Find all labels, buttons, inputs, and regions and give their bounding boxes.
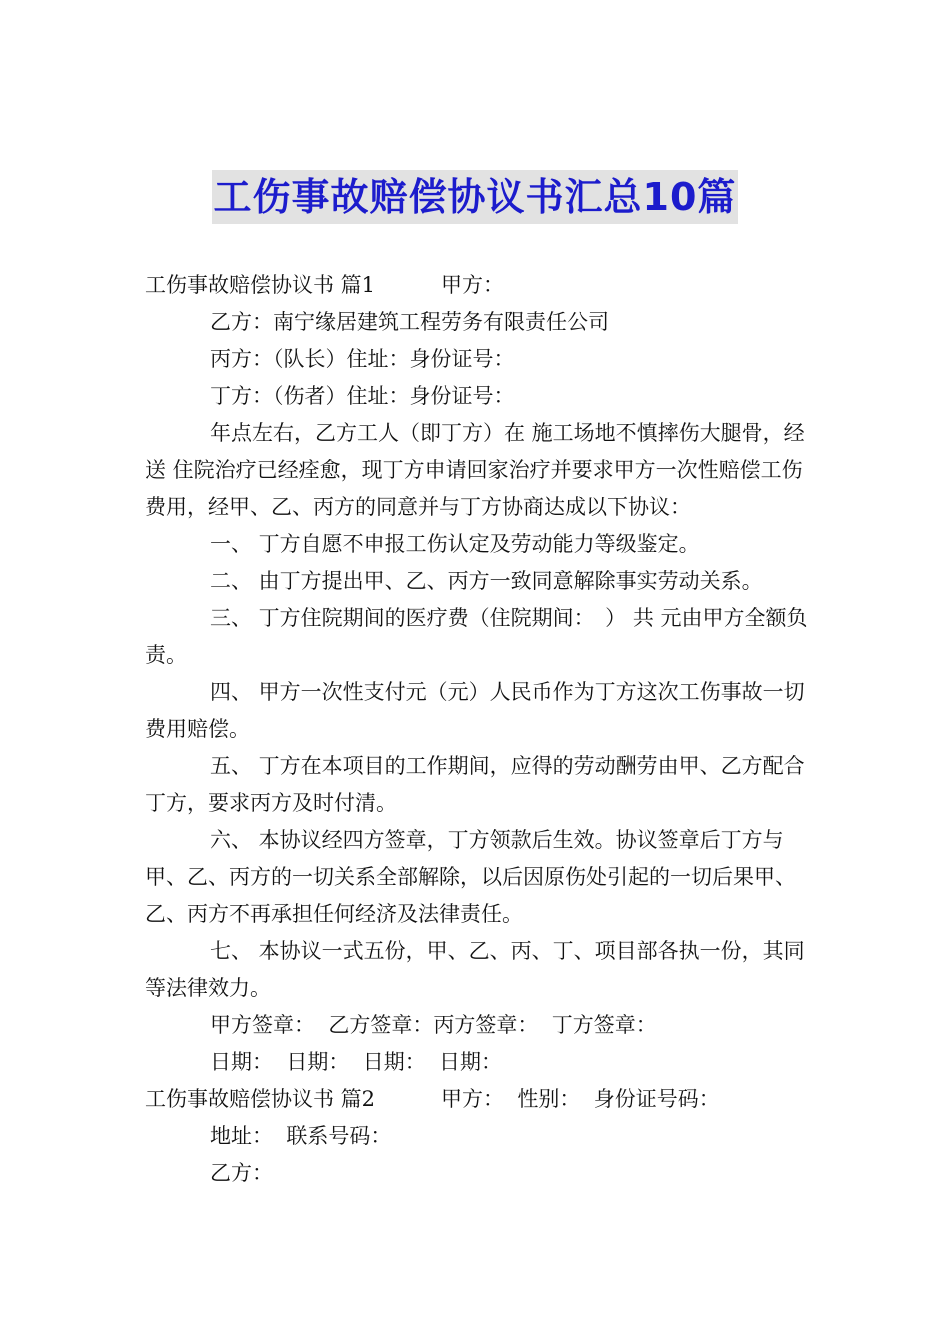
- part2-heading: 工伤事故赔偿协议书 篇2: [145, 1087, 376, 1111]
- document-title: 工伤事故赔偿协议书汇总10篇: [212, 170, 739, 224]
- part1-dates: 日期： 日期： 日期： 日期：: [210, 1050, 503, 1074]
- part1-party-c: 丙方：（队长）住址：身份证号：: [210, 347, 515, 371]
- part2-address: 地址： 联系号码：: [210, 1124, 392, 1148]
- part1-intro: 年点左右，乙方工人（即丁方）在 施工场地不慎摔伤大腿骨，经送 住院治疗已经痊愈，现丁方申请回家治疗并要求甲方一次性赔偿工伤费用，经甲、乙、丙方的同意并与丁方协商达成以下协议：: [145, 421, 805, 519]
- clause-6: 六、 本协议经四方签章，丁方领款后生效。协议签章后丁方与甲、乙、丙方的一切关系全部解除，以后因原伤处引起的一切后果甲、乙、丙方不再承担任何经济及法律责任。: [145, 828, 796, 926]
- part1-heading-line: [145, 267, 810, 304]
- part2-heading-line: [145, 1081, 810, 1118]
- clause-7: 七、 本协议一式五份，甲、乙、丙、丁、项目部各执一份，其同等法律效力。: [145, 939, 805, 1000]
- part1-party-a: 甲方：: [441, 273, 505, 297]
- title-container: [0, 170, 950, 224]
- part1-heading: 工伤事故赔偿协议书 篇1: [145, 273, 376, 297]
- clause-3: 三、 丁方住院期间的医疗费（住院期间： ） 共 元由甲方全额负责。: [145, 606, 808, 667]
- clause-5: 五、 丁方在本项目的工作期间，应得的劳动酬劳由甲、乙方配合丁方，要求丙方及时付清。: [145, 754, 805, 815]
- part1-party-d: 丁方：（伤者）住址：身份证号：: [210, 384, 515, 408]
- clause-4: 四、 甲方一次性支付元（元）人民币作为丁方这次工伤事故一切费用赔偿。: [145, 680, 805, 741]
- part1-party-b: 乙方：南宁缘居建筑工程劳务有限责任公司: [210, 310, 609, 334]
- part1-signatures: 甲方签章： 乙方签章：丙方签章： 丁方签章：: [210, 1013, 657, 1037]
- clause-1: 一、 丁方自愿不申报工伤认定及劳动能力等级鉴定。: [210, 532, 700, 556]
- document-body: [145, 267, 810, 1192]
- part2-party-b: 乙方：: [210, 1161, 273, 1185]
- part2-party-a: 甲方： 性别： 身份证号码：: [441, 1087, 720, 1111]
- clause-2: 二、 由丁方提出甲、乙、丙方一致同意解除事实劳动关系。: [210, 569, 763, 593]
